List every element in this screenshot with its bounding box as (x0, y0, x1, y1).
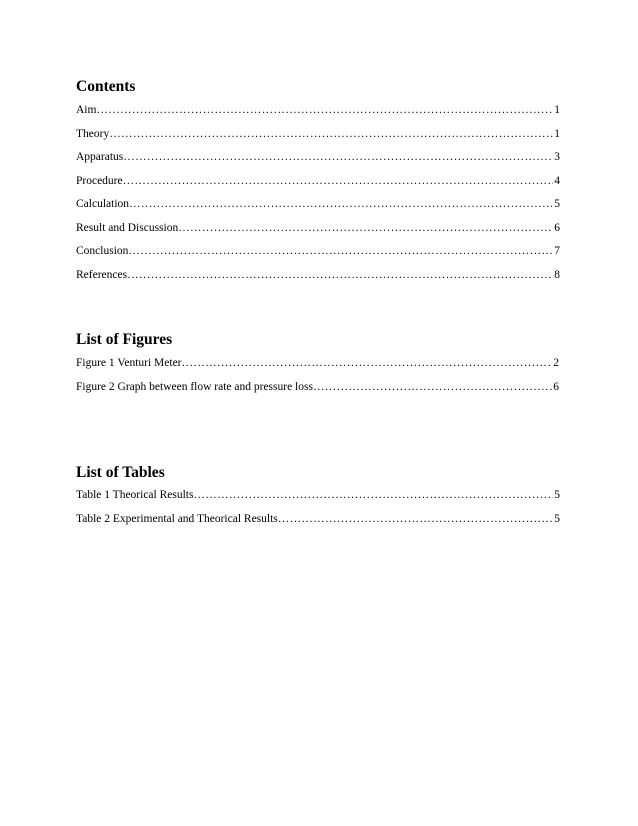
toc-entry-page: 1 (554, 104, 560, 116)
contents-list (76, 103, 560, 291)
toc-entry-conclusion[interactable] (76, 244, 560, 268)
toc-entry-page: 6 (554, 221, 560, 234)
table-entry-theorical-results[interactable] (76, 488, 560, 512)
table-entry-title: Table 1 Theorical Results (76, 489, 194, 501)
figures-list (76, 356, 559, 403)
toc-entry-page: 3 (554, 151, 560, 163)
toc-entry-procedure[interactable] (76, 174, 560, 198)
figure-entry-page: 6 (553, 380, 559, 393)
tables-list (76, 488, 560, 535)
toc-entry-title: Aim (76, 104, 97, 116)
toc-entry-title: Theory (76, 127, 110, 140)
dot-leader (123, 150, 553, 164)
dot-leader (123, 174, 554, 188)
figure-entry-graph[interactable] (76, 380, 559, 404)
toc-entry-references[interactable] (76, 268, 560, 292)
dot-leader (178, 221, 553, 235)
toc-entry-title: References (76, 268, 128, 281)
toc-entry-calculation[interactable] (76, 197, 560, 221)
toc-entry-title: Conclusion (76, 245, 129, 257)
toc-entry-page: 1 (554, 127, 560, 140)
dot-leader (193, 488, 553, 502)
toc-entry-title: Calculation (76, 198, 130, 210)
dot-leader (96, 103, 553, 117)
dot-leader (128, 244, 553, 258)
figure-entry-page: 2 (553, 357, 559, 369)
table-entry-title: Table 2 Experimental and Theorical Results (76, 512, 278, 525)
figure-entry-venturi-meter[interactable] (76, 356, 559, 380)
list-of-tables-heading: List of Tables (76, 464, 165, 481)
toc-entry-result-and-discussion[interactable] (76, 221, 560, 245)
toc-entry-page: 4 (554, 174, 560, 187)
table-entry-page: 5 (554, 512, 560, 525)
dot-leader (182, 356, 553, 370)
toc-entry-theory[interactable] (76, 127, 560, 151)
table-entry-experimental-and-theorical-results[interactable] (76, 512, 560, 536)
contents-heading: Contents (76, 78, 136, 95)
dot-leader (129, 197, 553, 211)
figure-entry-title: Figure 2 Graph between flow rate and pressure loss (76, 380, 313, 393)
toc-entry-page: 7 (554, 245, 560, 257)
list-of-figures-heading: List of Figures (76, 331, 173, 348)
toc-entry-apparatus[interactable] (76, 150, 560, 174)
toc-entry-title: Procedure (76, 174, 123, 187)
toc-entry-title: Apparatus (76, 151, 124, 163)
dot-leader (313, 380, 552, 394)
table-entry-page: 5 (554, 489, 560, 501)
toc-entry-page: 5 (554, 198, 560, 210)
dot-leader (278, 512, 553, 526)
toc-entry-page: 8 (554, 268, 560, 281)
figure-entry-title: Figure 1 Venturi Meter (76, 357, 182, 369)
toc-entry-aim[interactable] (76, 103, 560, 127)
toc-entry-title: Result and Discussion (76, 221, 179, 234)
dot-leader (127, 268, 553, 282)
dot-leader (109, 127, 553, 141)
